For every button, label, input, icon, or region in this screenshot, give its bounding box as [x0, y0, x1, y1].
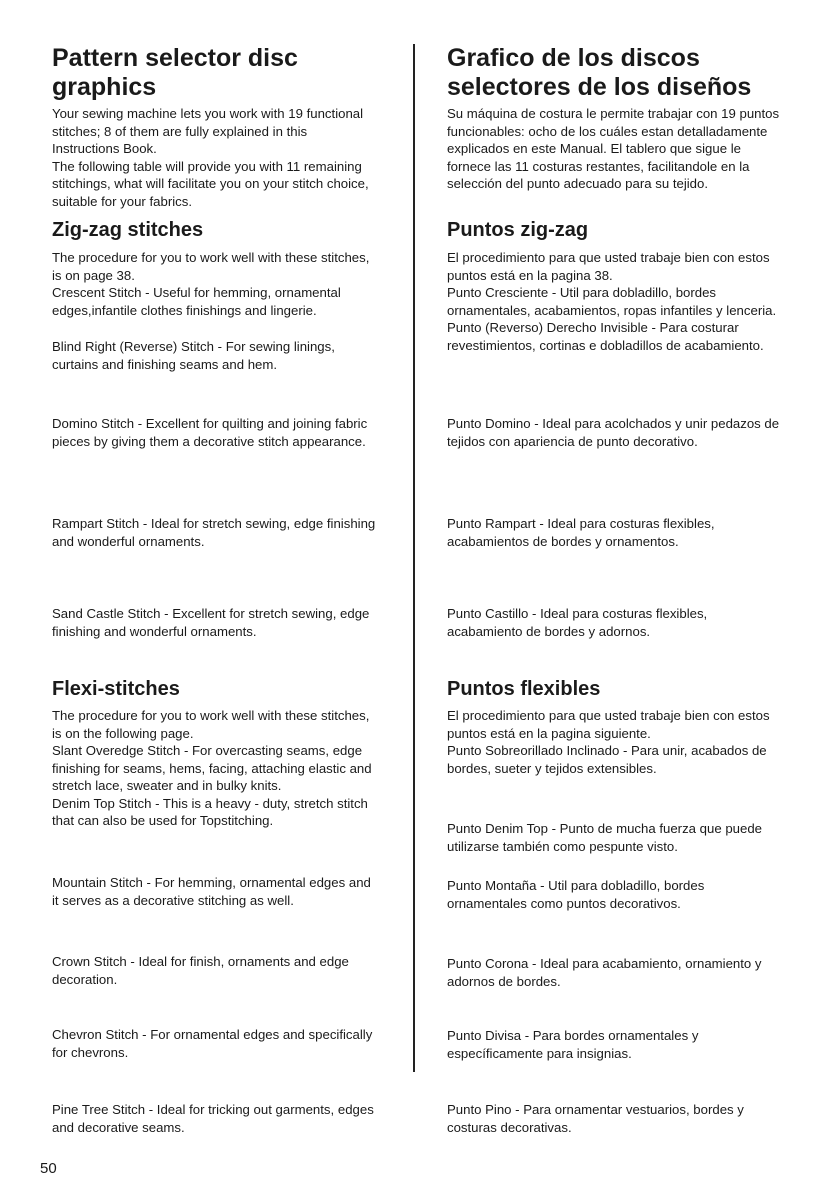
sandcastle-stitch-text: Punto Castillo - Ideal para costuras flexibles, acabamiento de bordes y adornos.: [447, 606, 708, 639]
page-title-spanish: Grafico de los discos selectores de los diseños: [447, 44, 752, 101]
intro-paragraph: Your sewing machine lets you work with 19 functional stitches; 8 of them are fully explained in this Instructions Book.: [52, 106, 364, 156]
flexi-heading-english: Flexi-stitches: [52, 678, 180, 700]
intro-spanish: [447, 105, 781, 193]
denim-top-stitch-text: Denim Top Stitch - This is a heavy - duty, stretch stitch that can also be used for Topstitching.: [52, 795, 368, 828]
zigzag-intro-spanish: [447, 249, 781, 354]
chevron-stitch-text: Punto Divisa - Para bordes ornamentales y específicamente para insignias.: [447, 1028, 699, 1061]
denim-top-stitch-text: Punto Denim Top - Punto de mucha fuerza que puede utilizarse también como pespunte visto.: [447, 821, 762, 854]
flexi-intro-english: [52, 707, 378, 830]
page-number: 50: [40, 1160, 57, 1177]
rampart-stitch-text: Rampart Stitch - Ideal for stretch sewing, edge finishing and wonderful ornaments.: [52, 516, 376, 549]
rampart-stitch-text: Punto Rampart - Ideal para costuras flexibles, acabamientos de bordes y ornamentos.: [447, 516, 715, 549]
mountain-stitch-text: Punto Montaña - Util para dobladillo, bordes ornamentales como puntos decorativos.: [447, 878, 705, 911]
domino-stitch-text: Punto Domino - Ideal para acolchados y unir pedazos de tejidos con apariencia de punto decorativo.: [447, 416, 780, 449]
paragraph: The procedure for you to work well with these stitches, is on page 38.: [52, 250, 370, 283]
slant-overedge-text: Punto Sobreorillado Inclinado - Para unir, acabados de bordes, sueter y tejidos extensibles.: [447, 743, 767, 776]
flexi-intro-spanish: [447, 707, 781, 777]
intro-english: [52, 105, 378, 210]
page-title-english: Pattern selector disc graphics: [52, 44, 298, 101]
slant-overedge-text: Slant Overedge Stitch - For overcasting seams, edge finishing for seams, hems, facing, attaching elastic and stretch lace, sweater and in bulky knits.: [52, 743, 372, 793]
zigzag-heading-english: Zig-zag stitches: [52, 219, 204, 241]
paragraph: El procedimiento para que usted trabaje bien con estos puntos está en la pagina siguiente.: [447, 708, 770, 741]
column-divider: [413, 44, 415, 1072]
intro-paragraph: Su máquina de costura le permite trabajar con 19 puntos funcionables: ocho de los cuáles estan detalladamente explicados en este Manual. El tablero que sigue le fornece las 11 costuras restantes, facilitandole en la selección del punto adecuado para su tejido.: [447, 106, 780, 191]
mountain-stitch-text: Mountain Stitch - For hemming, ornamental edges and it serves as a decorative stitching as well.: [52, 875, 371, 908]
pine-tree-stitch-text: Pine Tree Stitch - Ideal for tricking out garments, edges and decorative seams.: [52, 1102, 374, 1135]
crescent-stitch-text: Crescent Stitch - Useful for hemming, ornamental edges,infantile clothes finishings and lingerie.: [52, 285, 341, 318]
crescent-stitch-text: Punto Cresciente - Util para dobladillo, bordes ornamentales, acabamientos, ropas infantiles y lenceria.: [447, 285, 777, 318]
crown-stitch-text: Crown Stitch - Ideal for finish, ornaments and edge decoration.: [52, 954, 349, 987]
crown-stitch-text: Punto Corona - Ideal para acabamiento, ornamiento y adornos de bordes.: [447, 956, 762, 989]
blind-stitch-text: Punto (Reverso) Derecho Invisible - Para costurar revestimientos, cortinas e dobladillos de acabamiento.: [447, 320, 764, 353]
paragraph: The procedure for you to work well with these stitches, is on the following page.: [52, 708, 370, 741]
domino-stitch-text: Domino Stitch - Excellent for quilting and joining fabric pieces by giving them a decorative stitch appearance.: [52, 416, 368, 449]
zigzag-heading-spanish: Puntos zig-zag: [447, 219, 589, 241]
paragraph: El procedimiento para que usted trabaje bien con estos puntos está en la pagina 38.: [447, 250, 770, 283]
intro-paragraph: The following table will provide you with 11 remaining stitchings, what will facilitate you on your stitch choice, suitable for your fabrics.: [52, 158, 369, 209]
pine-tree-stitch-text: Punto Pino - Para ornamentar vestuarios, bordes y costuras decorativas.: [447, 1102, 744, 1135]
blind-stitch-text: Blind Right (Reverse) Stitch - For sewing linings, curtains and finishing seams and hem.: [52, 339, 335, 372]
zigzag-intro-english: [52, 249, 378, 319]
flexi-heading-spanish: Puntos flexibles: [447, 678, 601, 700]
chevron-stitch-text: Chevron Stitch - For ornamental edges and specifically for chevrons.: [52, 1027, 373, 1060]
sandcastle-stitch-text: Sand Castle Stitch - Excellent for stretch sewing, edge finishing and wonderful ornaments.: [52, 606, 370, 639]
